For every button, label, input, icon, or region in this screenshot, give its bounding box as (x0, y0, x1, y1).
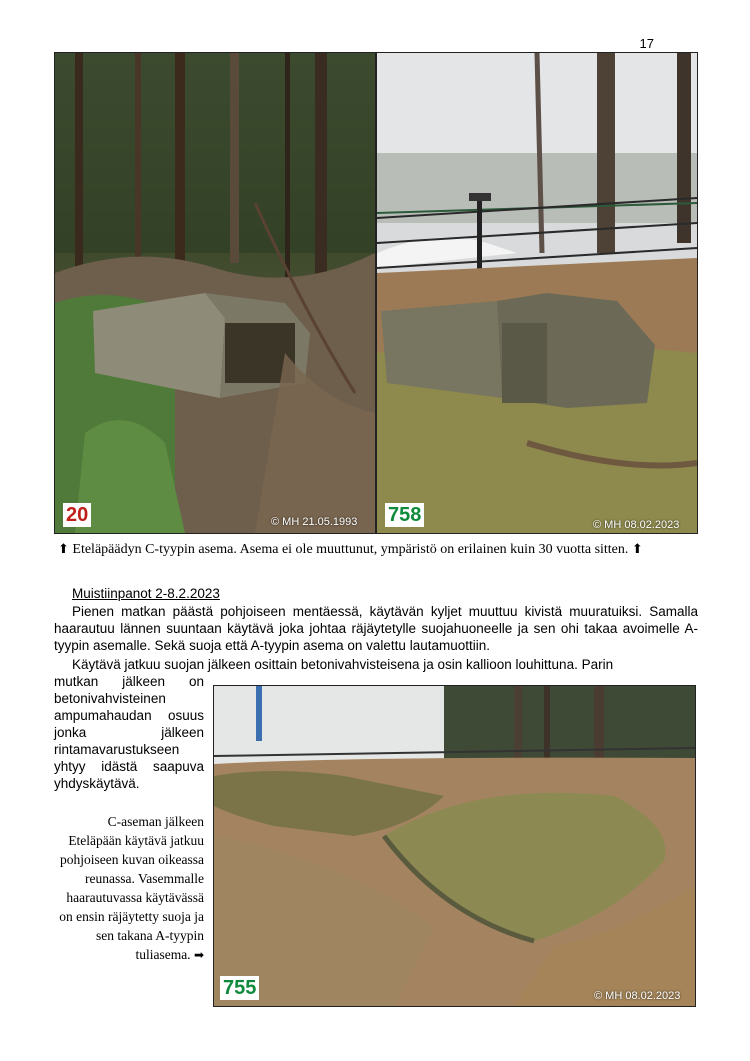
photo-c-position-1993 (54, 52, 376, 534)
right-arrow-icon: ➡ (193, 948, 204, 962)
caption-text: Eteläpäädyn C-tyypin asema. Asema ei ole muuttunut, ympäristö on erilainen kuin 30 vuotta sitten. (72, 542, 629, 557)
notes-paragraph-1: Pienen matkan päästä pohjoiseen mentäessä, käytävän kyljet muuttuu kivistä muuratuiksi. Samalla haarautuu lännen suuntaan käytävä joka johtaa räjäytetylle suojahuoneelle ja sen ohi takaa avoimelle A-tyypin asemalle. Sekä suoja että A-tyypin asema on valettu lautamuottiin. (54, 604, 698, 653)
photo-number-badge: 20 (63, 503, 91, 527)
up-arrow-icon: ⬆ (631, 542, 643, 557)
photo-trench-2023 (213, 685, 696, 1007)
photo-credit: © MH 08.02.2023 (594, 990, 681, 1002)
trench-photo (214, 686, 695, 1006)
photo-caption (58, 541, 698, 559)
photo-credit: © MH 21.05.1993 (271, 516, 358, 528)
photo-number-badge: 755 (220, 976, 259, 1000)
notes-paragraph-2: Käytävä jatkuu suojan jälkeen osittain betonivahvisteisena ja osin kallioon louhittuna. Parin (72, 657, 614, 672)
notes-paragraph-2-continued: mutkan jälkeen on betonivahvisteinen ampumahaudan osuus jonka jälkeen rintamavarustukseen yhtyy idästä saapuva yhdyskäytävä. (54, 674, 204, 791)
photo-number-badge: 758 (385, 503, 424, 527)
page-number: 17 (639, 36, 654, 51)
side-caption-text: C-aseman jälkeen Eteläpään käytävä jatkuu pohjoiseen kuvan oikeassa reunassa. Vasemmalle haarautuvassa käytävässä on ensin räjäytetty suoja ja sen takana A-tyypin tuliasema. (59, 814, 204, 962)
forest-bunker-photo-1993 (55, 53, 375, 533)
notes-title: Muistiinpanot 2-8.2.2023 (72, 586, 220, 601)
photo-credit: © MH 08.02.2023 (593, 519, 680, 531)
photo-c-position-2023 (376, 52, 698, 534)
park-bunker-photo-2023 (377, 53, 697, 533)
photo-side-caption (58, 812, 204, 965)
up-arrow-icon: ⬆ (58, 542, 69, 557)
